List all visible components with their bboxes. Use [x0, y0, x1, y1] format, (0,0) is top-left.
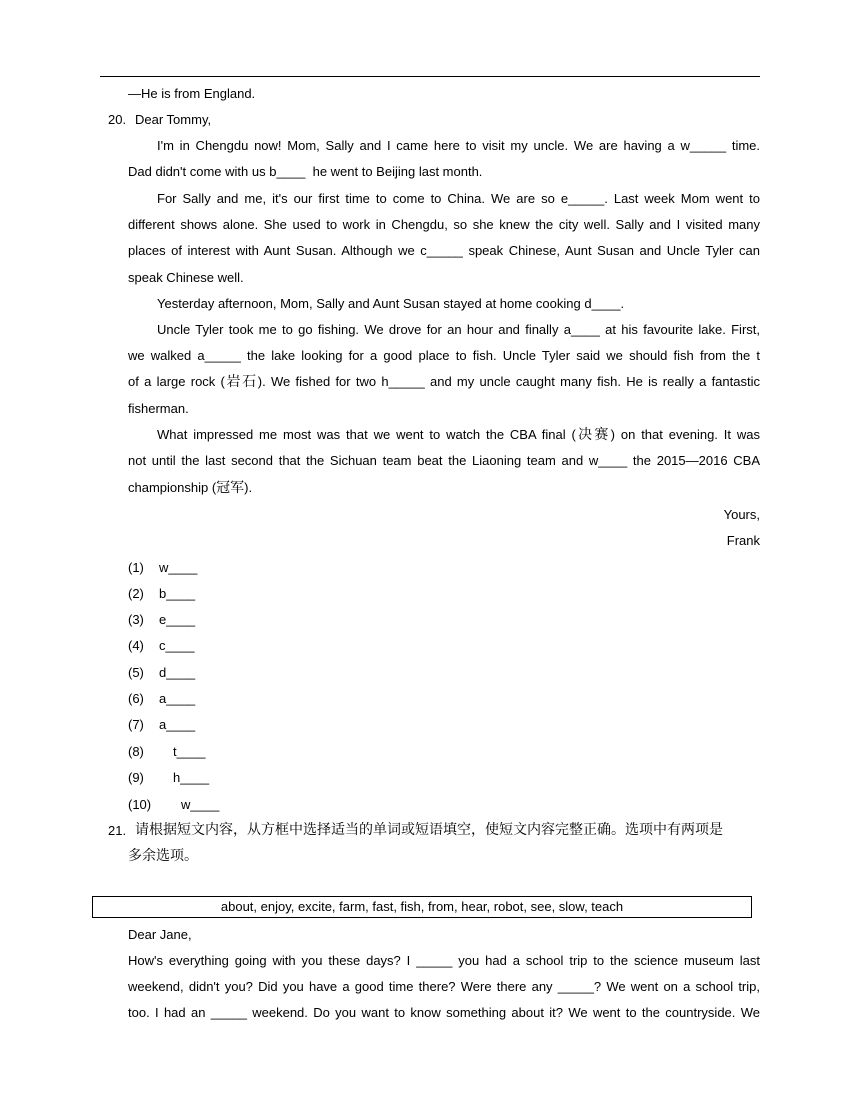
paragraph-1-line-2: Dad didn't come with us b____ he went to Beijing last month.	[128, 164, 483, 179]
letter-closing: Yours,	[723, 507, 760, 522]
letter-2-line-3: too. I had an _____ weekend. Do you want to know something about it? We went to the countryside. We	[128, 1005, 760, 1020]
question-21-instruction-line-2: 多余选项。	[128, 848, 198, 864]
paragraph-5-line-1: What impressed me most was that we went to watch the CBA final (决赛) on that evening. It was	[157, 427, 760, 443]
paragraph-2-line-3: places of interest with Aunt Susan. Although we c_____ speak Chinese, Aunt Susan and Uncle Tyler can	[128, 243, 760, 258]
paragraph-5-line-3: championship (冠军).	[128, 480, 253, 496]
answer-item: (8) t____	[128, 744, 206, 759]
header-rule	[100, 76, 760, 77]
paragraph-2-line-2: different shows alone. She used to work in Chengdu, so she knew the city well. Sally and I visited many	[128, 217, 760, 232]
paragraph-4-line-3: of a large rock (岩石). We fished for two h_____ and my uncle caught many fish. He is really a fantastic	[128, 374, 760, 390]
answer-item: (6) a____	[128, 691, 196, 706]
paragraph-4-line-2: we walked a_____ the lake looking for a good place to fish. Uncle Tyler said we should fish from the t	[128, 348, 760, 363]
paragraph-1-line-1: I'm in Chengdu now! Mom, Sally and I came here to visit my uncle. We are having a w_____ time.	[157, 138, 760, 153]
letter-2-line-2: weekend, didn't you? Did you have a good time there? Were there any _____? We went on a school trip,	[128, 979, 760, 994]
question-21-instruction-line-1: 请根据短文内容，从方框中选择适当的单词或短语填空，使短文内容完整正确。选项中有两项是	[135, 822, 723, 838]
question-20-number: 20.	[108, 112, 127, 127]
answer-item: (7) a____	[128, 717, 196, 732]
paragraph-4-line-4: fisherman.	[128, 401, 189, 416]
answer-item: (4) c____	[128, 638, 195, 653]
letter-signature: Frank	[726, 533, 760, 548]
letter-2-line-1: How's everything going with you these days? I _____ you had a school trip to the science museum last	[128, 953, 760, 968]
answer-item: (2) b____	[128, 586, 196, 601]
paragraph-5-line-2: not until the last second that the Sichuan team beat the Liaoning team and w____ the 2015—2016 CBA	[128, 453, 760, 468]
previous-answer: —He is from England.	[128, 86, 256, 101]
word-bank-box: about, enjoy, excite, farm, fast, fish, from, hear, robot, see, slow, teach	[92, 896, 752, 918]
letter-2-greeting: Dear Jane,	[128, 927, 192, 942]
paragraph-3: Yesterday afternoon, Mom, Sally and Aunt Susan stayed at home cooking d____.	[157, 296, 625, 311]
answer-item: (9) h____	[128, 770, 210, 785]
question-21-number: 21.	[108, 823, 127, 838]
paragraph-4-line-1: Uncle Tyler took me to go fishing. We drove for an hour and finally a____ at his favourite lake. First,	[157, 322, 760, 337]
answer-item: (10) w____	[128, 797, 220, 812]
paragraph-2-line-4: speak Chinese well.	[128, 270, 244, 285]
answer-item: (1) w____	[128, 560, 198, 575]
paragraph-2-line-1: For Sally and me, it's our first time to come to China. We are so e_____. Last week Mom went to	[157, 191, 760, 206]
letter-greeting: Dear Tommy,	[135, 112, 212, 127]
answer-item: (3) e____	[128, 612, 196, 627]
answer-item: (5) d____	[128, 665, 196, 680]
